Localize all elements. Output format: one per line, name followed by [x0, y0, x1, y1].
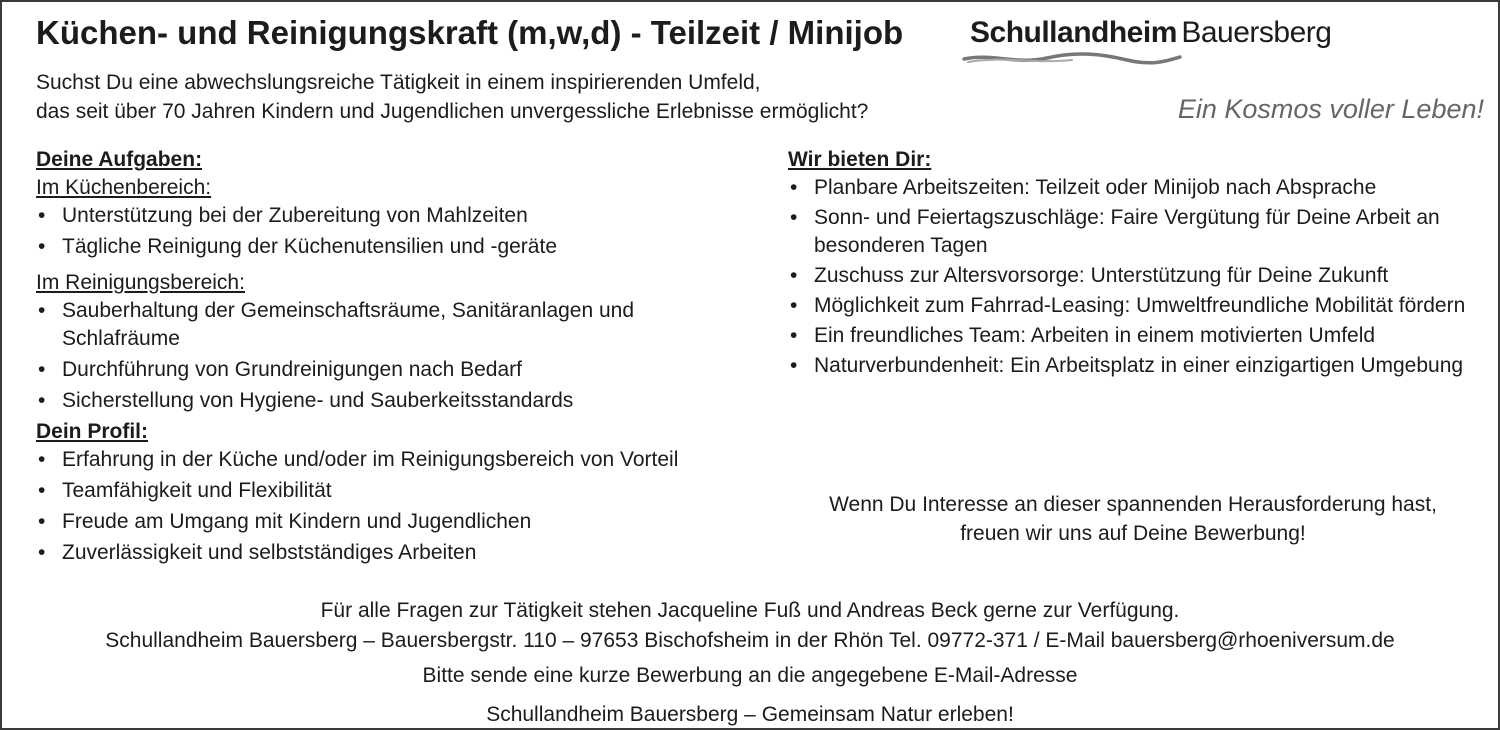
logo-swoosh-icon: [962, 52, 1182, 66]
right-column: [788, 146, 1478, 382]
slogan: Ein Kosmos voller Leben!: [1177, 94, 1484, 124]
intro-line-2: das seit über 70 Jahren Kindern und Jugendlichen unvergessliche Erlebnisse ermöglicht?: [36, 100, 869, 123]
list-item: • Zuschuss zur Altersvorsorge: Unterstützung für Deine Zukunft: [788, 262, 1478, 290]
closing-line-2: freuen wir uns auf Deine Bewerbung!: [960, 522, 1306, 545]
intro-line-1: Suchst Du eine abwechslungsreiche Tätigkeit in einem inspirierenden Umfeld,: [36, 71, 761, 94]
offer-heading: Wir bieten Dir:: [788, 148, 932, 171]
kitchen-heading: Im Küchenbereich:: [36, 176, 212, 199]
footer: [2, 596, 1498, 730]
tagline: Schullandheim Bauersberg – Gemeinsam Natur erleben!: [486, 703, 1014, 726]
cleaning-list: [36, 297, 776, 415]
closing-text: [788, 490, 1478, 548]
left-column: [36, 146, 776, 570]
list-item: • Sauberhaltung der Gemeinschaftsräume, Sanitäranlagen und Schlafräume: [36, 297, 776, 353]
list-item: • Erfahrung in der Küche und/oder im Reinigungsbereich von Vorteil: [36, 446, 776, 474]
list-item: • Zuverlässigkeit und selbstständiges Arbeiten: [36, 539, 776, 567]
apply-line: Bitte sende eine kurze Bewerbung an die angegebene E-Mail-Adresse: [422, 664, 1078, 687]
address-line: Schullandheim Bauersberg – Bauersbergstr. 110 – 97653 Bischofsheim in der Rhön Tel. 09772-371 / E-Mail bauersberg@rhoeniversum.de: [105, 629, 1395, 652]
list-item: • Sicherstellung von Hygiene- und Sauberkeitsstandards: [36, 387, 776, 415]
list-item: • Unterstützung bei der Zubereitung von Mahlzeiten: [36, 202, 776, 230]
logo-name: Schullandheim: [970, 16, 1177, 49]
logo-place: Bauersberg: [1181, 16, 1332, 49]
profile-heading: Dein Profil:: [36, 420, 149, 443]
list-item: • Freude am Umgang mit Kindern und Jugendlichen: [36, 508, 776, 536]
contact-line: Für alle Fragen zur Tätigkeit stehen Jacqueline Fuß und Andreas Beck gerne zur Verfügung.: [320, 599, 1180, 622]
tasks-heading: Deine Aufgaben:: [36, 148, 203, 171]
list-item: • Möglichkeit zum Fahrrad-Leasing: Umweltfreundliche Mobilität fördern: [788, 292, 1478, 320]
job-title: Küchen- und Reinigungskraft (m,w,d) - Teilzeit / Minijob: [36, 14, 904, 51]
kitchen-list: [36, 202, 776, 261]
cleaning-heading: Im Reinigungsbereich:: [36, 271, 245, 294]
logo: [970, 16, 1331, 50]
offer-list: [788, 174, 1478, 380]
intro-text: [36, 68, 868, 126]
list-item: • Tägliche Reinigung der Küchenutensilien und -geräte: [36, 233, 776, 261]
profile-list: [36, 446, 776, 567]
list-item: • Ein freundliches Team: Arbeiten in einem motivierten Umfeld: [788, 322, 1478, 350]
list-item: • Naturverbundenheit: Ein Arbeitsplatz in einer einzigartigen Umgebung: [788, 352, 1478, 380]
closing-line-1: Wenn Du Interesse an dieser spannenden Herausforderung hast,: [829, 493, 1437, 516]
list-item: • Teamfähigkeit und Flexibilität: [36, 477, 776, 505]
list-item: • Sonn- und Feiertagszuschläge: Faire Vergütung für Deine Arbeit an besonderen Tagen: [788, 204, 1478, 260]
list-item: • Durchführung von Grundreinigungen nach Bedarf: [36, 356, 776, 384]
list-item: • Planbare Arbeitszeiten: Teilzeit oder Minijob nach Absprache: [788, 174, 1478, 202]
